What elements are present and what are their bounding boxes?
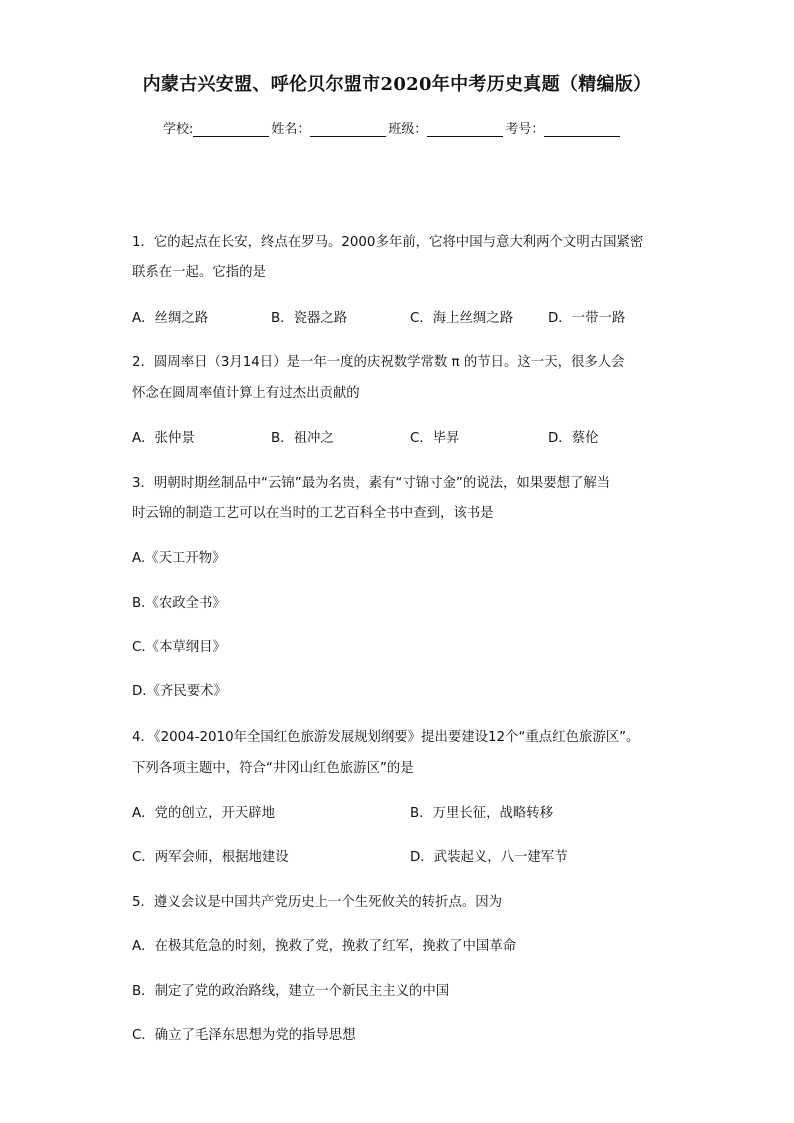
student-info-line xyxy=(163,118,622,137)
question-1-stem-line-1: 1．它的起点在长安，终点在罗马。2000多年前，它将中国与意大利两个文明古国紧密 xyxy=(132,235,644,250)
question-5-option-c: C．确立了毛泽东思想为党的指导思想 xyxy=(132,1028,356,1043)
question-4-stem-line-1: 4．《2004-2010年全国红色旅游发展规划纲要》提出要建设12个“重点红色旅游区”。 xyxy=(132,730,640,745)
question-1-option-a: A．丝绸之路 xyxy=(132,311,209,326)
question-2-option-b: B．祖冲之 xyxy=(271,431,334,446)
question-2-option-c: C．毕昇 xyxy=(410,431,460,446)
question-2-stem-line-1: 2．圆周率日（3月14日）是一年一度的庆祝数学常数 π 的节日。这一天，很多人会 xyxy=(132,355,625,370)
question-1-stem-line-2: 联系在一起。它指的是 xyxy=(132,265,266,280)
question-2-stem-line-2: 怀念在圆周率值计算上有过杰出贡献的 xyxy=(132,386,360,401)
question-2-option-a: A．张仲景 xyxy=(132,431,195,446)
question-4-option-d: D．武装起义，八一建军节 xyxy=(410,850,568,865)
question-5-option-a: A．在极其危急的时刻，挽救了党，挽救了红军，挽救了中国革命 xyxy=(132,939,517,954)
question-5-option-b: B．制定了党的政治路线，建立一个新民主主义的中国 xyxy=(132,984,450,999)
question-4-stem-line-2: 下列各项主题中，符合“井冈山红色旅游区”的是 xyxy=(132,761,414,776)
question-3-option-b: B.《农政全书》 xyxy=(132,596,226,611)
question-3-stem-line-2: 时云锦的制造工艺可以在当时的工艺百科全书中查到，该书是 xyxy=(132,506,494,521)
question-3-option-a: A.《天工开物》 xyxy=(132,551,226,566)
question-1-option-b: B．瓷器之路 xyxy=(271,311,348,326)
name-label: 姓名： xyxy=(271,122,311,137)
school-label: 学校: xyxy=(163,122,194,137)
class-blank[interactable] xyxy=(427,122,503,137)
question-2-option-d: D．蔡伦 xyxy=(548,431,599,446)
name-blank[interactable] xyxy=(310,122,386,137)
question-4-option-b: B．万里长征，战略转移 xyxy=(410,806,554,821)
question-4-option-a: A．党的创立，开天辟地 xyxy=(132,806,276,821)
page-title: 内蒙古兴安盟、呼伦贝尔盟市2020年中考历史真题（精编版） xyxy=(142,74,652,95)
exam-number-blank[interactable] xyxy=(544,122,620,137)
question-1-option-d: D．一带一路 xyxy=(548,311,626,326)
question-3-option-d: D.《齐民要术》 xyxy=(132,684,227,699)
question-3-stem-line-1: 3．明朝时期丝制品中“云锦”最为名贵，素有“寸锦寸金”的说法，如果要想了解当 xyxy=(132,476,611,491)
class-label: 班级： xyxy=(388,122,428,137)
question-4-option-c: C．两军会师，根据地建设 xyxy=(132,850,289,865)
school-blank[interactable] xyxy=(193,122,269,137)
question-5-stem-line-1: 5．遵义会议是中国共产党历史上一个生死攸关的转折点。因为 xyxy=(132,895,503,910)
exam-number-label: 考号： xyxy=(505,122,545,137)
question-3-option-c: C.《本草纲目》 xyxy=(132,640,226,655)
question-1-option-c: C．海上丝绸之路 xyxy=(410,311,514,326)
